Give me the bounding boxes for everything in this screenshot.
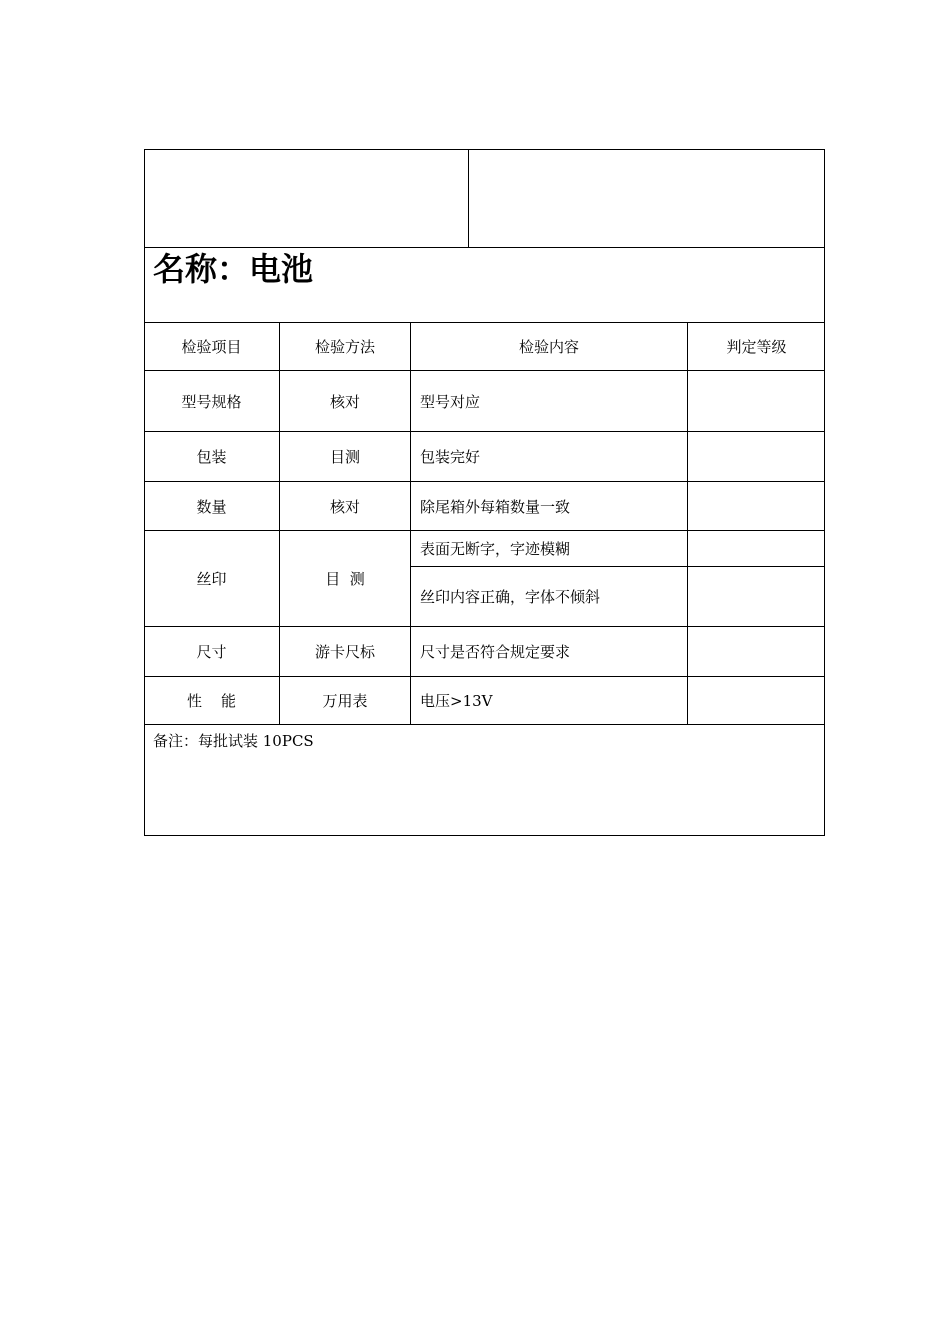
table-cell-content: 除尾箱外每箱数量一致	[420, 497, 571, 516]
table-cell-method: 目测	[329, 448, 360, 466]
table-cell-method: 游卡尺标	[314, 643, 375, 661]
table-cell-item: 型号规格	[181, 392, 242, 411]
table-cell-method: 万用表	[322, 692, 368, 710]
table-cell-item: 性 能	[186, 692, 237, 710]
table-cell-content: 型号对应	[420, 392, 481, 411]
column-header-content: 检验内容	[518, 338, 579, 356]
table-cell-grade	[688, 432, 825, 481]
column-header-grade: 判定等级	[726, 338, 787, 356]
table-cell-content: 尺寸是否符合规定要求	[420, 643, 571, 661]
document-title: 名称：电池	[153, 250, 314, 288]
column-header-item: 检验项目	[181, 338, 242, 356]
table-cell-grade	[688, 531, 825, 566]
header-bottom-line	[144, 247, 825, 248]
inspection-sheet	[144, 149, 825, 836]
table-cell-grade	[688, 627, 825, 676]
table-cell-content: 表面无断字，字迹模糊	[420, 540, 571, 558]
table-cell-content: 包装完好	[420, 448, 481, 466]
table-cell-item: 丝印	[196, 570, 227, 588]
table-cell-method: 目 测	[325, 570, 365, 588]
column-header-method: 检验方法	[314, 338, 375, 356]
table-cell-item: 尺寸	[196, 643, 227, 661]
table-cell-method: 核对	[329, 392, 360, 411]
table-cell-grade	[688, 482, 825, 530]
table-cell-grade	[688, 677, 825, 724]
table-cell-grade	[688, 567, 825, 626]
table-cell-content: 丝印内容正确，字体不倾斜	[420, 588, 601, 606]
header-cell-right	[469, 149, 825, 247]
table-bottom-line	[144, 724, 825, 725]
table-cell-item: 包装	[196, 448, 227, 466]
table-cell-method: 核对	[329, 497, 360, 516]
table-cell-grade	[688, 371, 825, 431]
table-cell-item: 数量	[196, 497, 227, 516]
header-cell-left	[144, 149, 468, 247]
table-cell-content: 电压>13V	[420, 692, 493, 710]
remark-text: 备注：每批试装 10PCS	[153, 732, 314, 750]
